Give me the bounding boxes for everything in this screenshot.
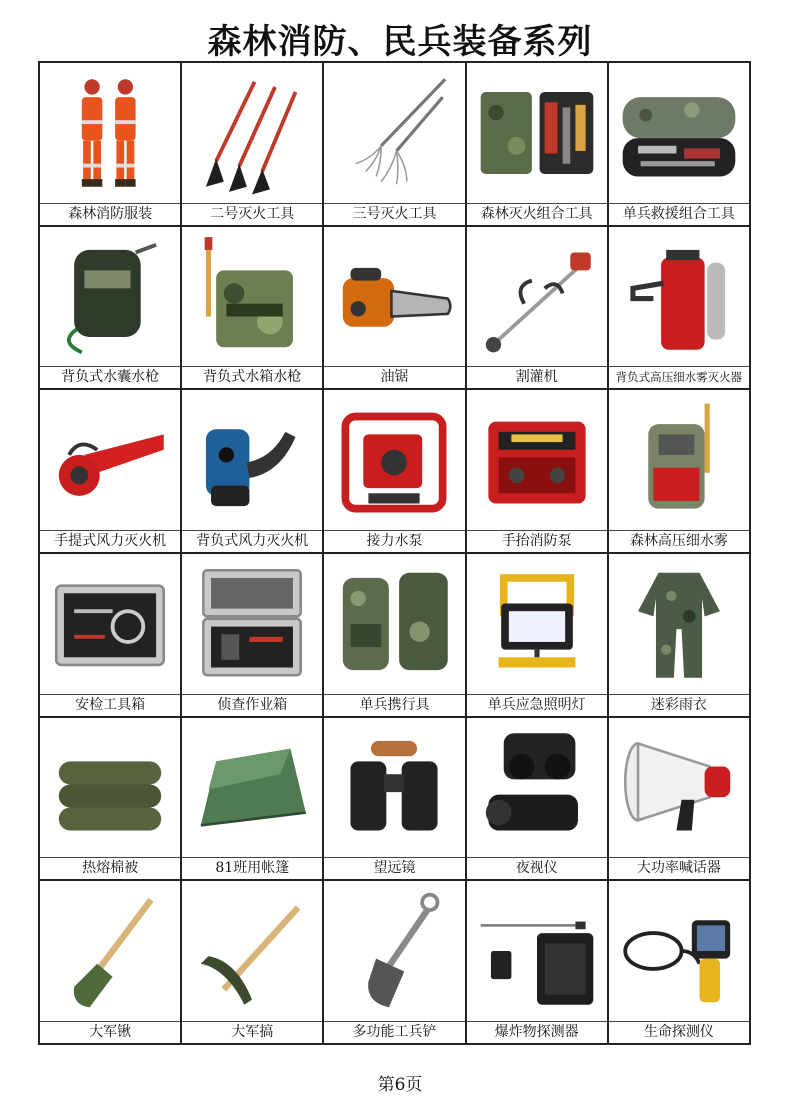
item-label: 迷彩雨衣 [609, 694, 749, 716]
item-label: 大军锹 [40, 1021, 180, 1043]
item-label: 爆炸物探测器 [467, 1021, 607, 1043]
folded-quilt-icon [40, 718, 180, 858]
item-cell [324, 718, 466, 882]
item-label: 热熔棉被 [40, 857, 180, 879]
equipment-grid [38, 61, 751, 1045]
flood-light-icon [467, 554, 607, 694]
item-cell [324, 390, 466, 554]
item-cell [324, 881, 466, 1045]
item-label: 手提式风力灭火机 [40, 530, 180, 552]
item-cell [467, 227, 609, 391]
water-bladder-gun-icon [40, 227, 180, 367]
night-vision-icon [467, 718, 607, 858]
item-label: 单兵救援组合工具 [609, 203, 749, 225]
item-cell [40, 718, 182, 882]
rescue-kit-bag-icon [609, 63, 749, 203]
item-label: 侦查作业箱 [182, 694, 322, 716]
item-label: 多功能工兵铲 [324, 1021, 464, 1043]
fire-beater-icon [182, 63, 322, 203]
item-cell [467, 390, 609, 554]
item-cell [182, 227, 324, 391]
item-cell [467, 718, 609, 882]
chainsaw-icon [324, 227, 464, 367]
page-number: 第6页 [377, 1075, 423, 1095]
item-cell [182, 718, 324, 882]
item-cell [182, 881, 324, 1045]
item-cell [40, 554, 182, 718]
recon-case-icon [182, 554, 322, 694]
item-label: 背负式风力灭火机 [182, 530, 322, 552]
item-label: 森林高压细水雾 [609, 530, 749, 552]
item-label: 单兵应急照明灯 [467, 694, 607, 716]
relay-pump-icon [324, 390, 464, 530]
life-detector-icon [609, 881, 749, 1021]
item-label: 森林消防服装 [40, 203, 180, 225]
item-cell [40, 63, 182, 227]
megaphone-icon [609, 718, 749, 858]
camo-raincoat-icon [609, 554, 749, 694]
item-label: 手抬消防泵 [467, 530, 607, 552]
firefighter-uniform-icon [40, 63, 180, 203]
backpack-icon [324, 554, 464, 694]
tool-kit-bag-icon [467, 63, 607, 203]
folding-shovel-icon [324, 881, 464, 1021]
item-label: 单兵携行具 [324, 694, 464, 716]
item-label: 81班用帐篷 [182, 857, 322, 879]
item-cell [467, 63, 609, 227]
item-cell [182, 554, 324, 718]
pickaxe-icon [182, 881, 322, 1021]
mist-extinguisher-icon [609, 227, 749, 367]
item-label: 三号灭火工具 [324, 203, 464, 225]
item-label: 大功率喊话器 [609, 857, 749, 879]
brush-cutter-icon [467, 227, 607, 367]
item-label: 割灌机 [467, 366, 607, 388]
inspection-toolbox-icon [40, 554, 180, 694]
item-label: 接力水泵 [324, 530, 464, 552]
item-cell [40, 881, 182, 1045]
tent-icon [182, 718, 322, 858]
item-cell [609, 718, 751, 882]
water-tank-gun-icon [182, 227, 322, 367]
item-cell [467, 554, 609, 718]
item-label: 背负式水箱水枪 [182, 366, 322, 388]
item-label: 二号灭火工具 [182, 203, 322, 225]
item-cell [182, 63, 324, 227]
item-cell [40, 227, 182, 391]
item-cell [467, 881, 609, 1045]
item-label: 背负式水囊水枪 [40, 366, 180, 388]
item-cell [609, 390, 751, 554]
binoculars-icon [324, 718, 464, 858]
handheld-blower-icon [40, 390, 180, 530]
explosive-detector-icon [467, 881, 607, 1021]
item-label: 生命探测仪 [609, 1021, 749, 1043]
backpack-blower-icon [182, 390, 322, 530]
item-cell [40, 390, 182, 554]
item-label: 油锯 [324, 366, 464, 388]
item-label: 安检工具箱 [40, 694, 180, 716]
item-cell [324, 63, 466, 227]
shovel-icon [40, 881, 180, 1021]
item-label: 森林灭火组合工具 [467, 203, 607, 225]
item-cell [609, 881, 751, 1045]
item-cell [609, 227, 751, 391]
item-cell [609, 554, 751, 718]
item-cell [182, 390, 324, 554]
fire-rake-icon [324, 63, 464, 203]
item-cell [324, 227, 466, 391]
page-title: 森林消防、民兵装备系列 [207, 22, 593, 62]
portable-fire-pump-icon [467, 390, 607, 530]
item-label: 大军搞 [182, 1021, 322, 1043]
item-label: 望远镜 [324, 857, 464, 879]
item-cell [609, 63, 751, 227]
item-cell [324, 554, 466, 718]
item-label: 背负式高压细水雾灭火器 [609, 366, 749, 388]
item-label: 夜视仪 [467, 857, 607, 879]
high-pressure-mist-icon [609, 390, 749, 530]
